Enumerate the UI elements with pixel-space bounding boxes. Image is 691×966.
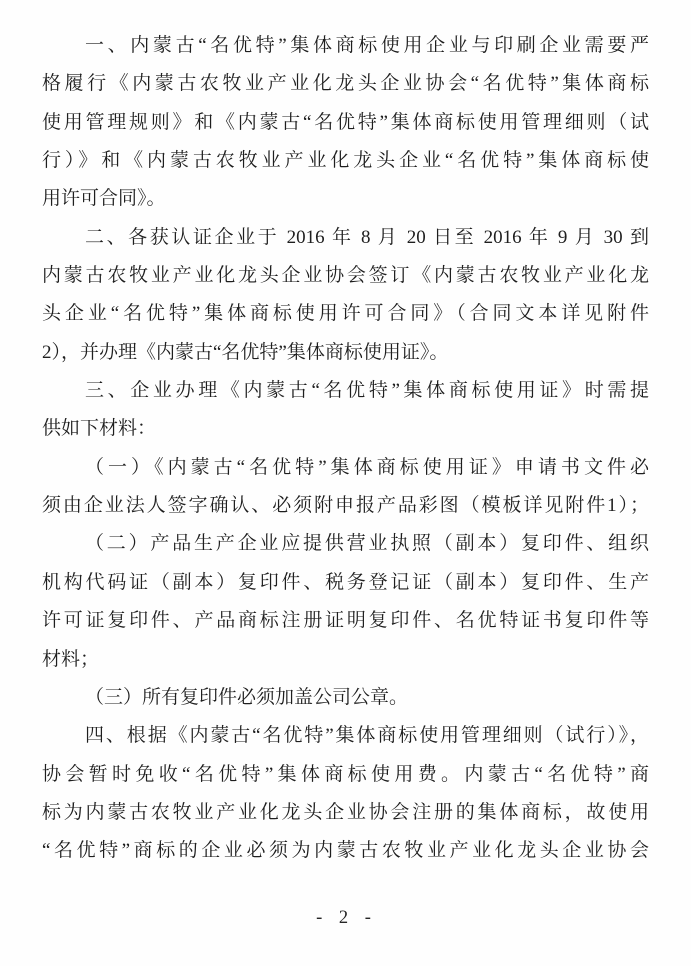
text-line: 机构代码证（副本）复印件、税务登记证（副本）复印件、生产: [42, 571, 649, 593]
text-line: 二、各获认证企业于 2016 年 8 月 20 日至 2016 年 9 月 30 到: [85, 226, 649, 248]
text-line: 头企业“名优特”集体商标使用许可合同》（合同文本详见附件: [42, 303, 649, 325]
text-line: （二）产品生产企业应提供营业执照（副本）复印件、组织: [85, 533, 649, 555]
text-line: 格履行《内蒙古农牧业产业化龙头企业协会“名优特”集体商标: [42, 73, 649, 95]
paragraph-2-contract-signing: [42, 219, 649, 372]
paragraph-3-materials-intro: [42, 372, 649, 449]
text-line: 用许可合同》。: [42, 188, 166, 210]
text-line: 三、企业办理《内蒙古“名优特”集体商标使用证》时需提: [85, 380, 649, 402]
text-line: 使用管理规则》和《内蒙古“名优特”集体商标使用管理细则（试: [42, 111, 649, 133]
text-line: （三）所有复印件必须加盖公司公章。: [85, 686, 409, 708]
text-line: 行）》和《内蒙古农牧业产业化龙头企业“名优特”集体商标使: [42, 150, 649, 172]
text-line: 协会暂时免收“名优特”集体商标使用费。内蒙古“名优特”商: [42, 763, 649, 785]
page-number: - 2 -: [316, 907, 375, 928]
paragraph-1-printing-rules: [42, 27, 649, 219]
paragraph-4-fee-waiver: [42, 717, 649, 870]
text-line: 一、内蒙古“名优特”集体商标使用企业与印刷企业需要严: [85, 35, 649, 56]
text-line: 2），并办理《内蒙古“名优特”集体商标使用证》。: [42, 341, 449, 363]
text-line: 许可证复印件、产品商标注册证明复印件、名优特证书复印件等: [42, 610, 649, 632]
paragraph-3-item-3: [42, 679, 649, 717]
text-line: 内蒙古农牧业产业化龙头企业协会签订《内蒙古农牧业产业化龙: [42, 265, 649, 287]
text-line: （一）《内蒙古“名优特”集体商标使用证》申请书文件必: [85, 456, 649, 478]
text-line: “名优特”商标的企业必须为内蒙古农牧业产业化龙头企业协会: [42, 840, 649, 862]
text-line: 须由企业法人签字确认、必须附申报产品彩图（模板详见附件1）；: [42, 495, 649, 517]
paragraph-3-item-2: [42, 525, 649, 678]
text-line: 标为内蒙古农牧业产业化龙头企业协会注册的集体商标，故使用: [42, 801, 649, 823]
text-line: 供如下材料：: [42, 418, 157, 440]
text-line: 四、根据《内蒙古“名优特”集体商标使用管理细则（试行）》，: [85, 725, 649, 747]
text-line: 材料；: [42, 648, 100, 670]
paragraph-3-item-1: [42, 449, 649, 526]
